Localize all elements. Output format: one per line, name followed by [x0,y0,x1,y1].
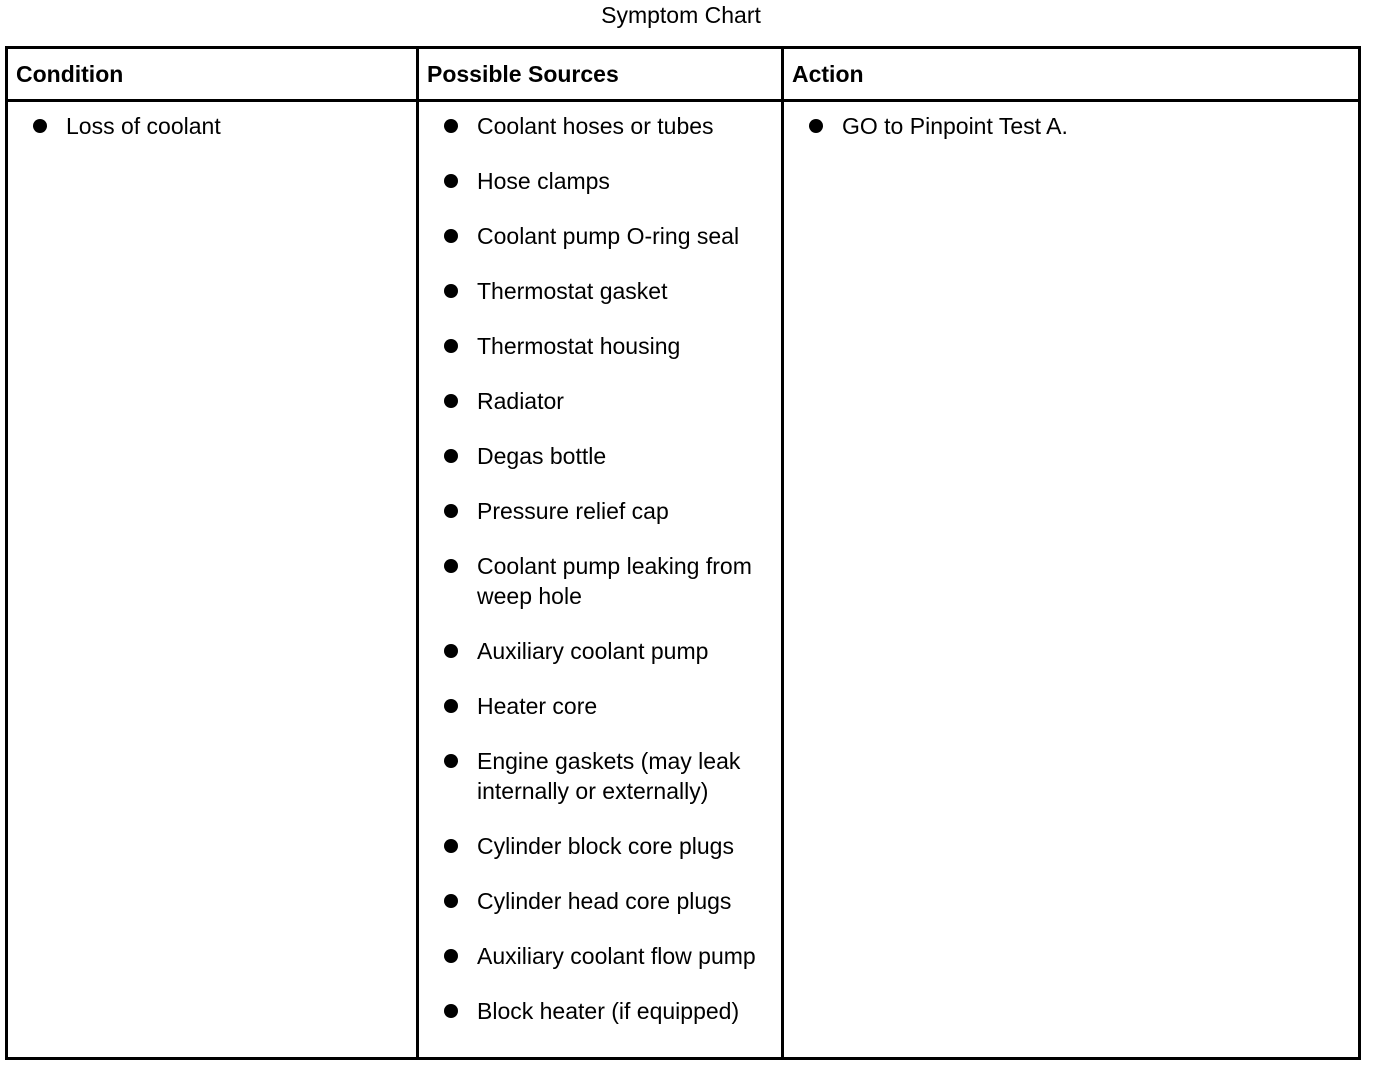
bullet-icon [444,284,458,298]
source-text: Thermostat gasket [477,278,668,304]
bullet-icon [809,119,823,133]
bullet-icon [444,394,458,408]
list-item [419,221,775,251]
bullet-icon [444,839,458,853]
list-item [419,886,775,916]
action-list [784,102,1358,141]
bullet-icon [444,699,458,713]
source-text: Heater core [477,693,598,719]
source-text: Radiator [477,388,564,414]
bullet-icon [33,119,47,133]
list-item [419,386,775,416]
source-text: Degas bottle [477,443,607,469]
list-item [419,996,775,1026]
bullet-icon [444,754,458,768]
bullet-icon [444,174,458,188]
header-possible-sources: Possible Sources [418,48,783,101]
bullet-icon [444,559,458,573]
sources-cell [418,101,783,1059]
source-text: Auxiliary coolant pump [477,638,709,664]
list-item [419,831,775,861]
source-text: Pressure relief cap [477,498,669,524]
source-text: Cylinder head core plugs [477,888,732,914]
source-text: Auxiliary coolant flow pump [477,943,756,969]
condition-cell [7,101,418,1059]
list-item [419,691,775,721]
bullet-icon [444,119,458,133]
table-header-row [7,48,1360,101]
list-item [419,441,775,471]
source-text: Coolant pump O-ring seal [477,223,740,249]
bullet-icon [444,894,458,908]
bullet-icon [444,949,458,963]
source-text: Thermostat housing [477,333,681,359]
action-cell [783,101,1360,1059]
list-item [419,111,775,141]
sources-list [419,102,781,1026]
list-item [419,331,775,361]
header-condition: Condition [7,48,418,101]
list-item [419,746,775,806]
table-row [7,101,1360,1059]
source-text: Hose clamps [477,168,610,194]
list-item [419,276,775,306]
action-text: GO to Pinpoint Test A. [842,113,1068,139]
list-item [419,941,775,971]
condition-text: Loss of coolant [66,113,221,139]
bullet-icon [444,644,458,658]
condition-list [8,102,416,141]
list-item [419,551,775,611]
source-text: Block heater (if equipped) [477,998,740,1024]
list-item [419,636,775,666]
list-item [419,166,775,196]
list-item [8,111,410,141]
bullet-icon [444,229,458,243]
document-title: Symptom Chart [601,2,761,28]
list-item [784,111,1352,141]
bullet-icon [444,339,458,353]
source-text: Engine gaskets (may leak internally or externally) [477,748,741,804]
source-text: Coolant hoses or tubes [477,113,714,139]
symptom-table [5,46,1361,1060]
bullet-icon [444,1004,458,1018]
source-text: Cylinder block core plugs [477,833,734,859]
header-action: Action [783,48,1360,101]
bullet-icon [444,504,458,518]
bullet-icon [444,449,458,463]
list-item [419,496,775,526]
source-text: Coolant pump leaking from weep hole [477,553,752,609]
